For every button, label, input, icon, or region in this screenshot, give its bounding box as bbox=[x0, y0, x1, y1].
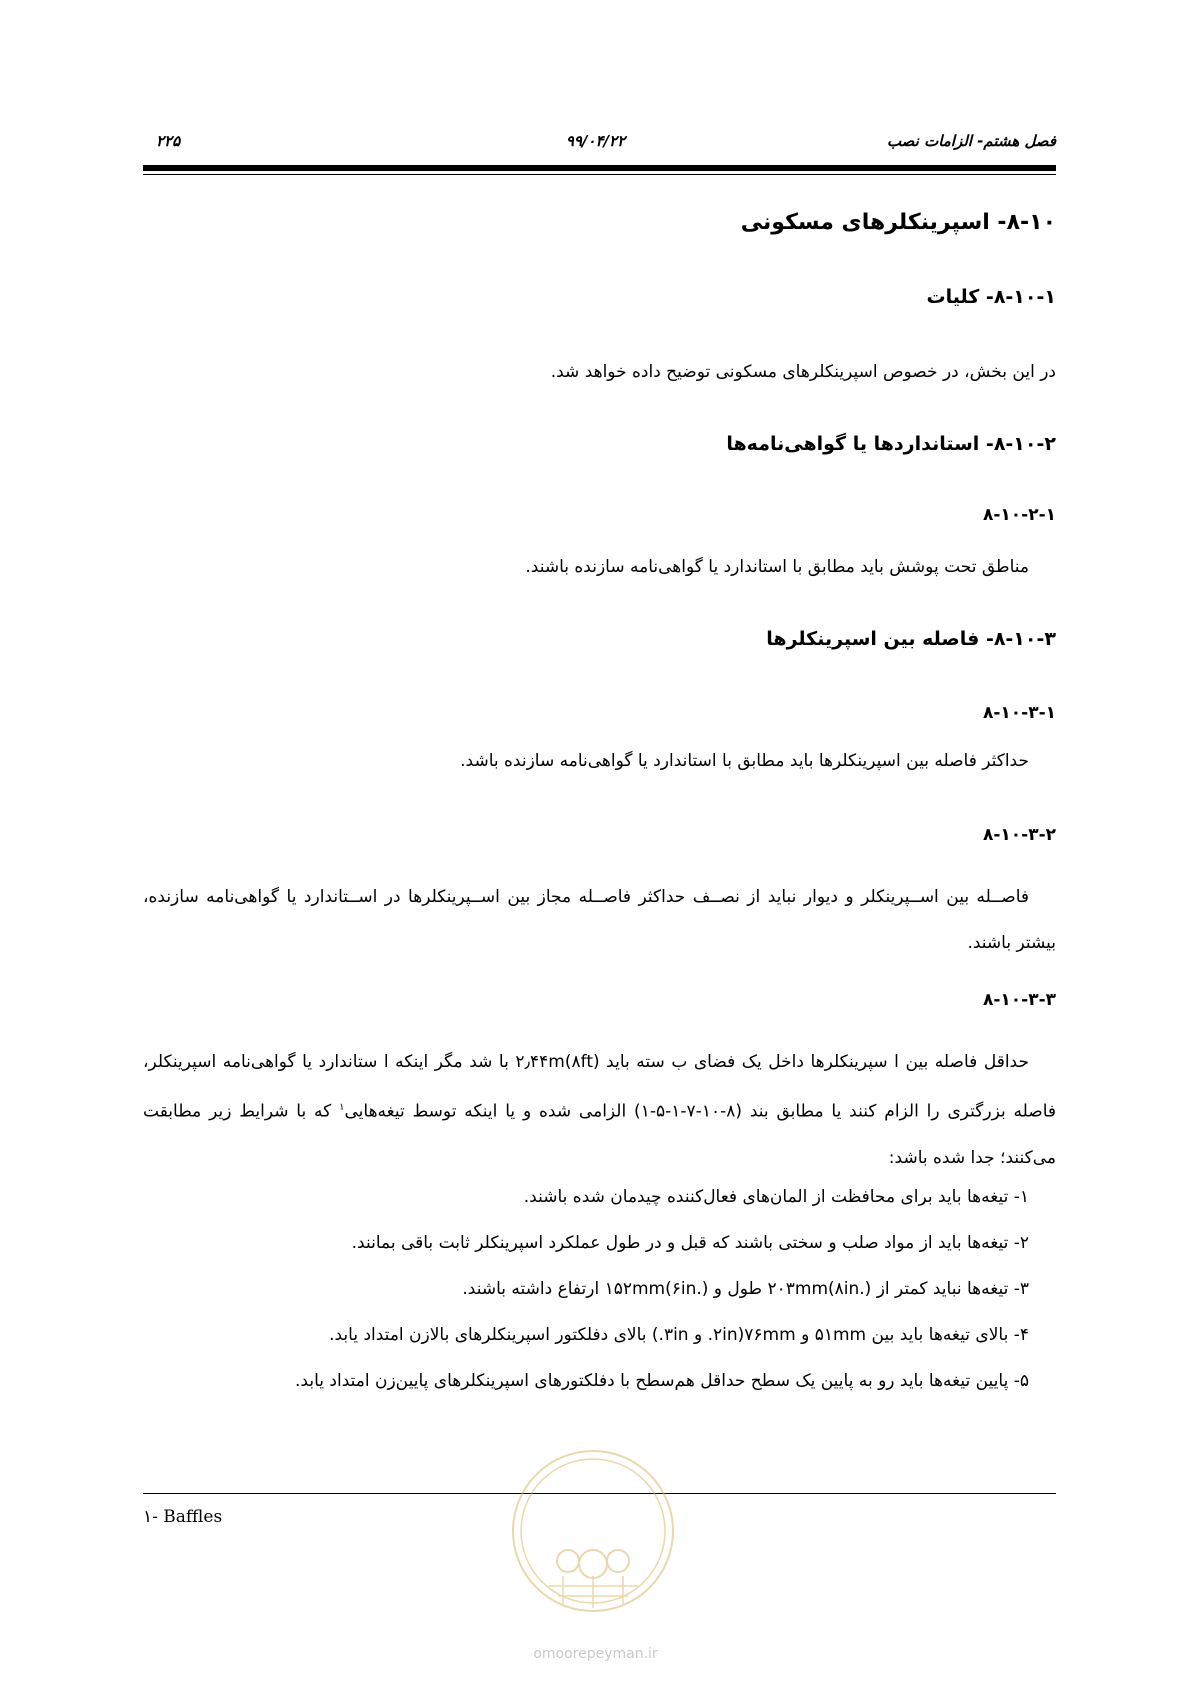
footnote-marker: ۱ bbox=[339, 1102, 345, 1113]
section-title: ۸-۱۰- اسپرینکلرهای مسکونی bbox=[740, 210, 1056, 235]
clause-number: ۸-۱۰-۳-۳ bbox=[982, 990, 1056, 1010]
clause-number: ۸-۱۰-۳-۲ bbox=[982, 825, 1056, 845]
clause-number: ۸-۱۰-۲-۱ bbox=[982, 505, 1056, 525]
page-number: ۲۲۵ bbox=[156, 132, 181, 150]
watermark-logo bbox=[508, 1446, 678, 1616]
max-spacing-paragraph: حداکثر فاصله بین اسپرینکلرها باید مطابق با استاندارد یا گواهی‌نامه سازنده باشد. bbox=[460, 751, 1029, 771]
min-spacing-text-b: که با شرایط زیر مطابقت می‌کنند؛ جدا شده باشد: bbox=[143, 1101, 1056, 1168]
standards-paragraph: مناطق تحت پوشش باید مطابق با استاندارد یا گواهی‌نامه سازنده باشند. bbox=[525, 557, 1029, 577]
watermark-site: omoorepeyman.ir bbox=[533, 1646, 658, 1662]
running-header-date: ۹۹/۰۴/۲۲ bbox=[565, 132, 626, 150]
list-item: ۴- بالای تیغه‌ها باید بین ۵۱mm و ۷۶mm(۲in. و ۳in.) بالای دفلکتور اسپرینکلرهای بالازن امتداد یابد. bbox=[329, 1325, 1029, 1345]
list-item: ۵- پایین تیغه‌ها باید رو به پایین یک سطح حداقل هم‌سطح با دفلکتورهای اسپرینکلرهای پایین‌زن امتداد یابد. bbox=[295, 1371, 1029, 1391]
header-rule-thick bbox=[143, 165, 1056, 171]
running-header-chapter: فصل هشتم- الزامات نصب bbox=[886, 132, 1056, 150]
clause-number: ۸-۱۰-۳-۱ bbox=[982, 703, 1056, 723]
wall-spacing-paragraph: فاصــله بین اســپرینکلر و دیوار نباید از نصــف حداکثر فاصــله مجاز بین اســپرینکلرها در اســتاندارد یا گواهی‌نامه سازنده، بیشتر باشند. bbox=[143, 887, 1056, 953]
footnote: ۱- Baffles bbox=[143, 1507, 223, 1527]
list-item: ۳- تیغه‌ها نباید کمتر از ۲۰۳mm(۸in.) طول و ۱۵۲mm(۶in.) ارتفاع داشته باشند. bbox=[462, 1279, 1029, 1299]
list-item: ۲- تیغه‌ها باید از مواد صلب و سختی باشند که قبل و در طول عملکرد اسپرینکلر ثابت باقی بمانند. bbox=[351, 1233, 1029, 1253]
subsection-title-standards: ۸-۱۰-۲- استانداردها یا گواهی‌نامه‌ها bbox=[726, 433, 1056, 455]
subsection-title-general: ۸-۱۰-۱- کلیات bbox=[926, 286, 1056, 308]
general-paragraph: در این بخش، در خصوص اسپرینکلرهای مسکونی توضیح داده خواهد شد. bbox=[550, 362, 1056, 382]
list-item: ۱- تیغه‌ها باید برای محافظت از المان‌های فعال‌کننده چیدمان شده باشند. bbox=[523, 1187, 1029, 1207]
min-spacing-text-a: حداقل فاصله بین ا سپرینکلرها داخل یک فضای ب سته باید ۲٫۴۴m(۸ft) با شد مگر اینکه ا ستاندارد یا گواهی‌نامه اسپرینکلر، فاصله بزرگتری را الزام کنند یا مطابق بند (۸-۱۰-۷-۱-۵-۱) الزامی شده و یا اینکه توسط تیغه‌هایی bbox=[143, 1052, 1056, 1122]
min-spacing-paragraph bbox=[143, 1039, 1056, 1181]
subsection-title-spacing: ۸-۱۰-۳- فاصله بین اسپرینکلرها bbox=[766, 628, 1056, 650]
header-rule-thin bbox=[143, 174, 1056, 175]
